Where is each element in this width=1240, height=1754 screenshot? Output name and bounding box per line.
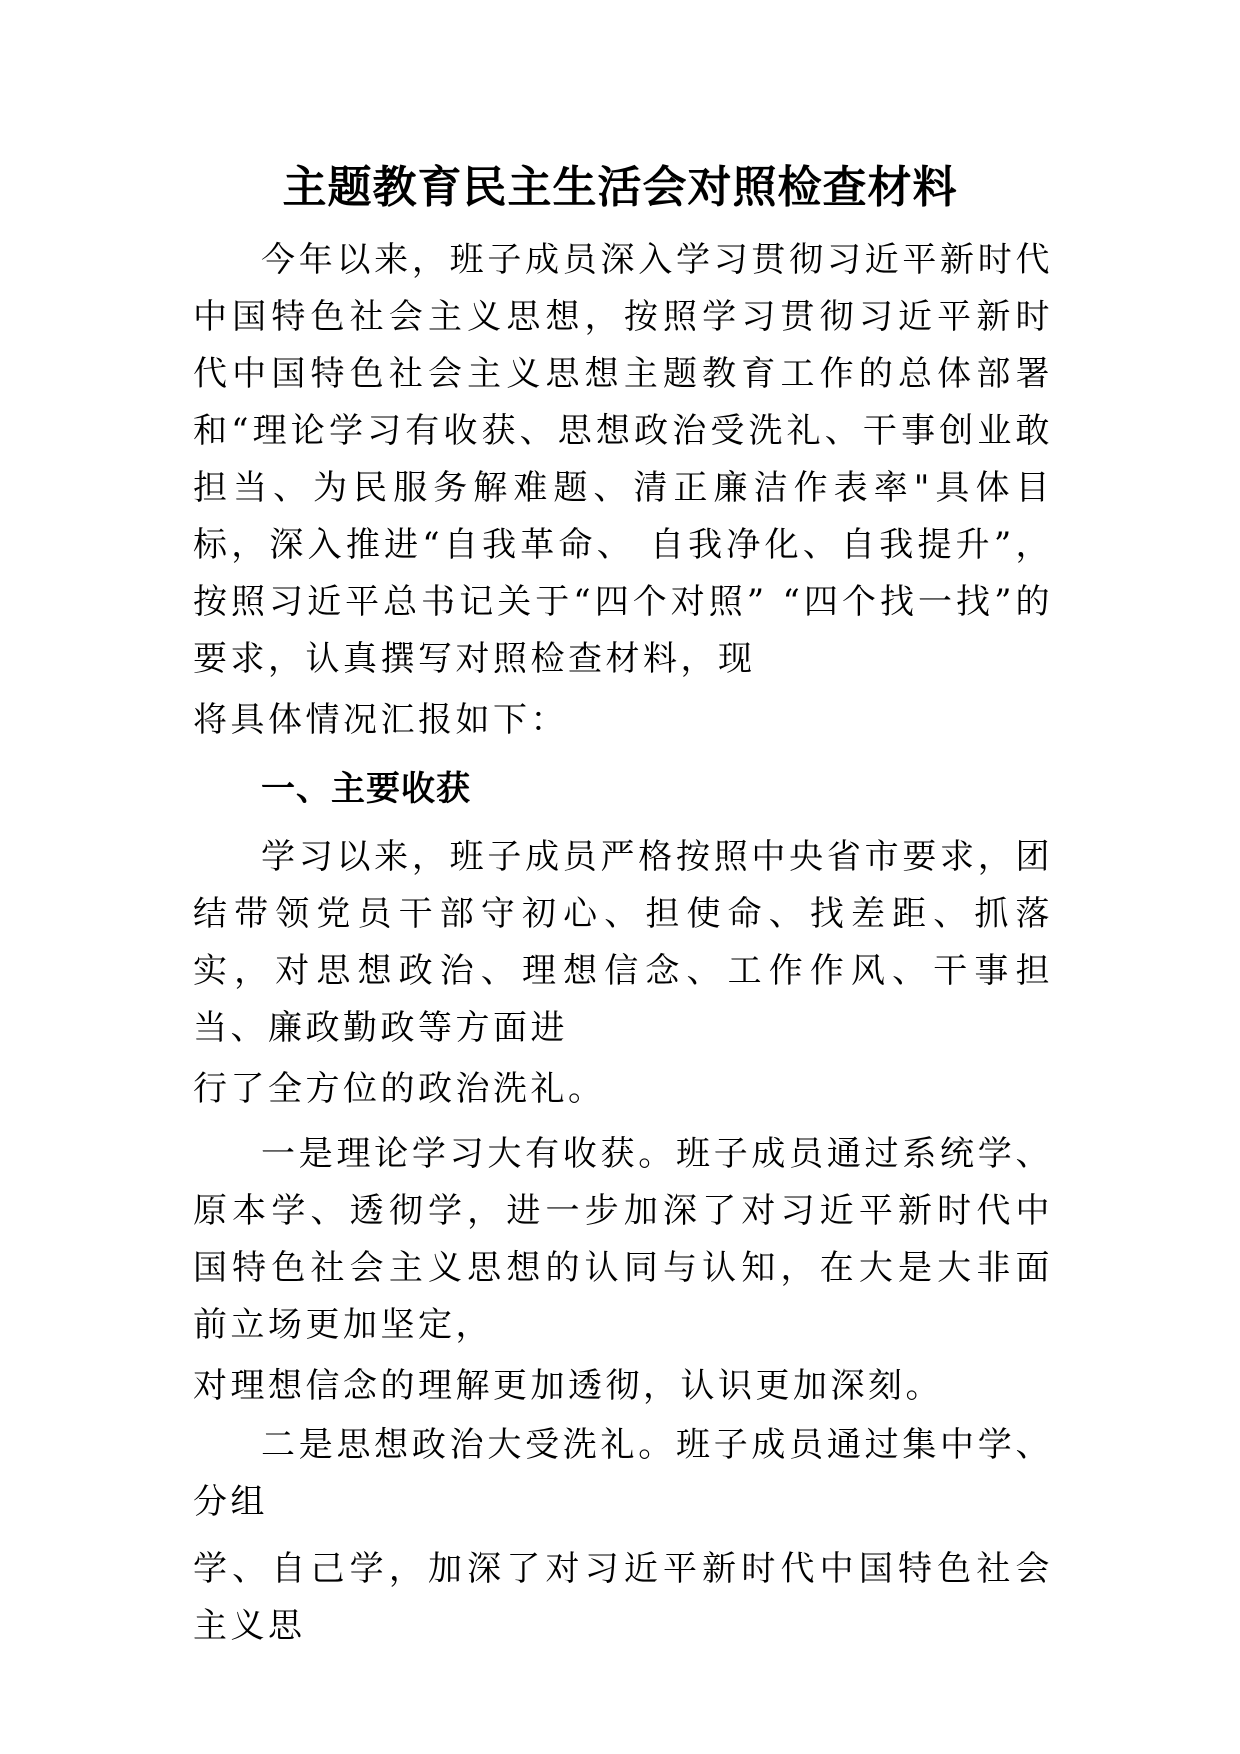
intro-paragraph-tail: 将具体情况汇报如下： (193, 700, 568, 740)
intro-paragraph: 今年以来，班子成员深入学习贯彻习近平新时代中国特色社会主义思想，按照学习贯彻习近平新时代中国特色社会主义思想主题教育工作的总体部署和“理论学习有收获、思想政治受洗礼、干事创业敢担当、为民服务解难题、清正廉洁作表率"具体目标，深入推进“自我革命、 自我净化、自我提升”，按照习近平总书记关于“四个对照” “四个找一找”的要求，认真撰写对照检查材料，现 (193, 240, 1053, 679)
document-title: 主题教育民主生活会对照检查材料 (282, 162, 958, 213)
paragraph-2-tail: 对理想信念的理解更加透彻，认识更加深刻。 (193, 1366, 943, 1406)
paragraph-3: 二是思想政治大受洗礼。班子成员通过集中学、分组 (193, 1425, 1053, 1522)
section-heading: 一、主要收获 (261, 769, 471, 809)
paragraph-2: 一是理论学习大有收获。班子成员通过系统学、原本学、透彻学，进一步加深了对习近平新时代中国特色社会主义思想的认同与认知，在大是大非面前立场更加坚定， (193, 1134, 1053, 1345)
paragraph-3-tail: 学、自己学，加深了对习近平新时代中国特色社会主义思 (193, 1549, 1053, 1646)
document-body (193, 232, 1053, 1655)
paragraph-1: 学习以来，班子成员严格按照中央省市要求，团结带领党员干部守初心、担使命、找差距、抓落实，对思想政治、理想信念、工作作风、干事担当、廉政勤政等方面进 (193, 837, 1053, 1048)
paragraph-1-tail: 行了全方位的政治洗礼。 (193, 1069, 606, 1109)
